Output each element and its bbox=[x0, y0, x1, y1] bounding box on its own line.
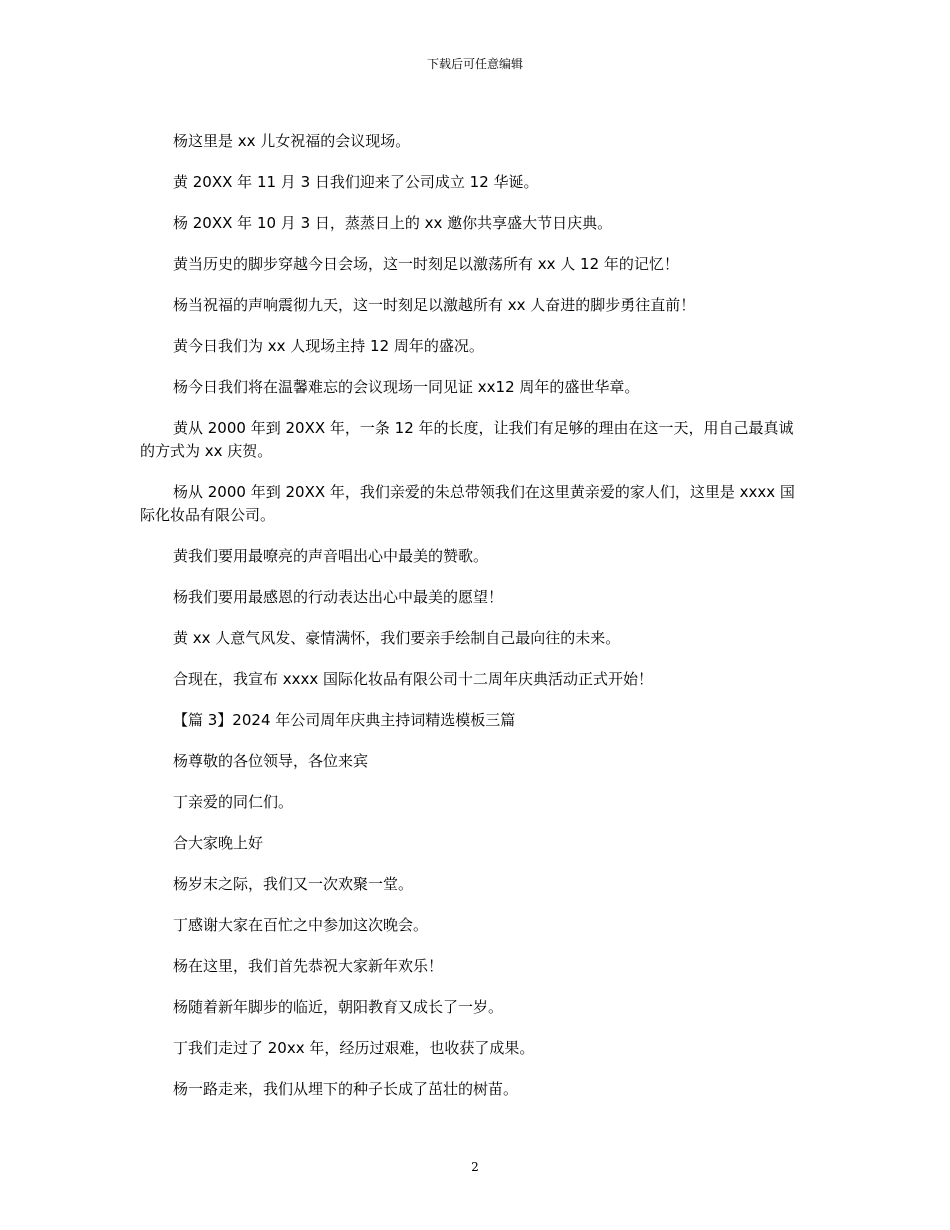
paragraph: 杨随着新年脚步的临近，朝阳教育又成长了一岁。 bbox=[173, 998, 504, 1016]
paragraph: 杨尊敬的各位领导，各位来宾 bbox=[173, 752, 369, 770]
paragraph: 黄今日我们为 xx 人现场主持 12 周年的盛况。 bbox=[173, 337, 484, 355]
section-heading: 【篇 3】2024 年公司周年庆典主持词精选模板三篇 bbox=[173, 711, 516, 729]
paragraph: 黄 xx 人意气风发、豪情满怀，我们要亲手绘制自己最向往的未来。 bbox=[173, 629, 621, 647]
paragraph: 丁我们走过了 20xx 年，经历过艰难，也收获了成果。 bbox=[173, 1039, 535, 1057]
page-number: 2 bbox=[471, 1160, 479, 1174]
paragraph: 杨从 2000 年到 20XX 年，我们亲爱的朱总带领我们在这里黄亲爱的家人们，这里是 xxxx 国际化妆品有限公司。 bbox=[140, 483, 795, 524]
paragraph: 黄当历史的脚步穿越今日会场，这一时刻足以激荡所有 xx 人 12 年的记忆！ bbox=[173, 255, 679, 273]
paragraph: 杨我们要用最感恩的行动表达出心中最美的愿望！ bbox=[173, 588, 504, 606]
document-body bbox=[140, 130, 805, 1119]
paragraph: 杨当祝福的声响震彻九天，这一时刻足以激越所有 xx 人奋进的脚步勇往直前！ bbox=[173, 296, 696, 314]
page-header: 下载后可任意编辑 bbox=[426, 57, 523, 71]
paragraph: 杨今日我们将在温馨难忘的会议现场一同见证 xx12 周年的盛世华章。 bbox=[173, 378, 640, 396]
paragraph: 杨这里是 xx 儿女祝福的会议现场。 bbox=[173, 132, 411, 150]
paragraph: 杨一路走来，我们从埋下的种子长成了茁壮的树苗。 bbox=[173, 1080, 519, 1098]
paragraph: 杨在这里，我们首先恭祝大家新年欢乐！ bbox=[173, 957, 444, 975]
paragraph: 黄我们要用最嘹亮的声音唱出心中最美的赞歌。 bbox=[173, 547, 489, 565]
paragraph: 杨岁末之际，我们又一次欢聚一堂。 bbox=[173, 875, 414, 893]
paragraph: 黄 20XX 年 11 月 3 日我们迎来了公司成立 12 华诞。 bbox=[173, 173, 539, 191]
paragraph: 合现在，我宣布 xxxx 国际化妆品有限公司十二周年庆典活动正式开始！ bbox=[173, 670, 654, 688]
paragraph: 丁亲爱的同仁们。 bbox=[173, 793, 294, 811]
paragraph: 杨 20XX 年 10 月 3 日，蒸蒸日上的 xx 邀你共享盛大节日庆典。 bbox=[173, 214, 613, 232]
paragraph: 合大家晚上好 bbox=[173, 834, 264, 852]
paragraph: 黄从 2000 年到 20XX 年，一条 12 年的长度，让我们有足够的理由在这一天，用自己最真诚的方式为 xx 庆贺。 bbox=[140, 419, 794, 460]
paragraph: 丁感谢大家在百忙之中参加这次晚会。 bbox=[173, 916, 429, 934]
